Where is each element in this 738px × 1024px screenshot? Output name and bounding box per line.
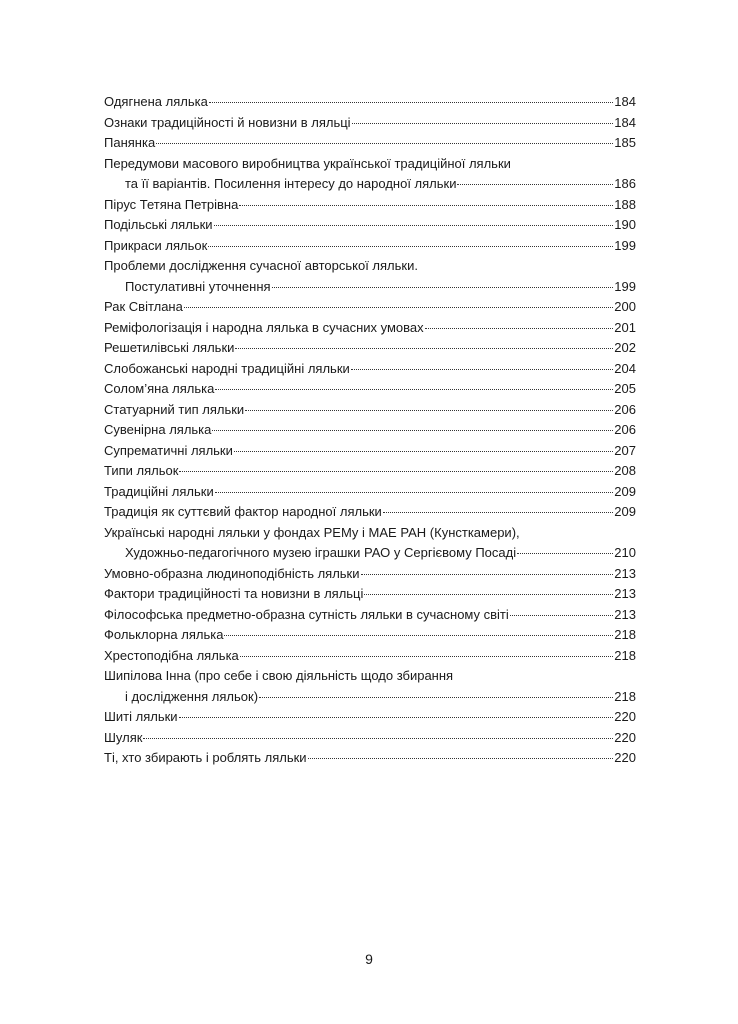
toc-entry-line xyxy=(104,646,636,667)
page-number: 9 xyxy=(365,951,373,967)
toc-entry-title: Статуарний тип ляльки xyxy=(104,401,245,417)
toc-entry xyxy=(104,461,636,482)
dot-leader xyxy=(517,553,613,554)
toc-entry-page: 213 xyxy=(614,586,636,601)
toc-entry xyxy=(104,441,636,462)
dot-leader xyxy=(235,348,613,349)
toc-entry xyxy=(104,400,636,421)
toc-entry-line xyxy=(104,523,636,544)
toc-entry-page: 204 xyxy=(614,360,636,376)
dot-leader xyxy=(234,451,613,452)
toc-entry-page: 200 xyxy=(614,299,636,314)
toc-entry xyxy=(104,707,636,728)
toc-entry xyxy=(104,482,636,503)
toc-entry-title: Прикраси ляльок xyxy=(104,237,208,253)
toc-entry-line xyxy=(104,318,636,339)
toc-entry-title: Передумови масового виробництва української традиційної ляльки xyxy=(104,155,511,171)
dot-leader xyxy=(510,615,614,616)
toc-entry xyxy=(104,195,636,216)
toc-entry xyxy=(104,605,636,626)
toc-entry-title: Українські народні ляльки у фондах РЕМу і МАЕ РАН (Кунсткамери), xyxy=(104,524,520,540)
toc-entry xyxy=(104,625,636,646)
toc-entry-line xyxy=(104,584,636,605)
toc-entry xyxy=(104,728,636,749)
toc-entry xyxy=(104,584,636,605)
toc-entry xyxy=(104,297,636,318)
toc-entry xyxy=(104,318,636,339)
toc-entry-title: Ті, хто збирають і роблять ляльки xyxy=(104,750,307,765)
toc-entry-title: та її варіантів. Посилення інтересу до народної ляльки xyxy=(125,176,457,191)
toc-entry-title: Пірус Тетяна Петрівна xyxy=(104,196,239,212)
toc-entry-title: Одягнена лялька xyxy=(104,94,208,109)
toc-entry xyxy=(104,133,636,154)
toc-entry-page: 209 xyxy=(614,483,636,499)
toc-entry-title: і дослідження ляльок) xyxy=(125,688,259,704)
toc-entry-title: Філософська предметно-образна сутність ляльки в сучасному світі xyxy=(104,606,509,622)
toc-entry-title: Традиційні ляльки xyxy=(104,483,214,499)
toc-entry-line xyxy=(104,195,636,216)
toc-entry-title: Шипілова Інна (про себе і свою діяльність щодо збирання xyxy=(104,668,454,683)
toc-entry-page: 184 xyxy=(614,94,636,109)
toc-entry-line xyxy=(104,625,636,646)
toc-entry xyxy=(104,420,636,441)
toc-entry-line xyxy=(104,338,636,359)
toc-entry-continuation xyxy=(104,543,636,564)
dot-leader xyxy=(224,635,613,636)
toc-entry-line xyxy=(104,420,636,441)
toc-entry-title: Художньо-педагогічного музею іграшки РАО у Сергієвому Посаді xyxy=(125,545,517,560)
toc-entry-line xyxy=(104,236,636,257)
toc-entry-title: Панянка xyxy=(104,135,156,150)
toc-entry-page: 202 xyxy=(614,340,636,355)
toc-entry-title: Умовно-образна людиноподібність ляльки xyxy=(104,565,360,581)
toc-entry xyxy=(104,666,636,707)
toc-entry-page: 220 xyxy=(614,750,636,765)
table-of-contents xyxy=(104,92,636,769)
toc-entry-continuation xyxy=(104,687,636,708)
dot-leader xyxy=(352,123,614,124)
toc-entry-page: 199 xyxy=(614,278,636,294)
toc-entry-page: 208 xyxy=(614,463,636,478)
toc-entry-line xyxy=(104,359,636,380)
toc-entry-page: 188 xyxy=(614,196,636,212)
toc-entry-page: 184 xyxy=(614,114,636,130)
toc-entry-title: Шиті ляльки xyxy=(104,709,178,724)
toc-entry-page: 201 xyxy=(614,319,636,335)
toc-entry xyxy=(104,748,636,769)
toc-entry-continuation xyxy=(104,277,636,298)
toc-entry-page: 218 xyxy=(614,627,636,642)
toc-entry-title: Сувенірна лялька xyxy=(104,422,212,437)
toc-entry-title: Ознаки традиційності й новизни в ляльці xyxy=(104,114,351,130)
toc-entry-page: 207 xyxy=(614,442,636,458)
toc-entry-line xyxy=(104,748,636,769)
toc-entry-line xyxy=(104,728,636,749)
toc-entry-page: 218 xyxy=(614,688,636,704)
toc-entry xyxy=(104,502,636,523)
toc-entry xyxy=(104,113,636,134)
toc-entry xyxy=(104,236,636,257)
toc-entry xyxy=(104,379,636,400)
toc-entry-title: Проблеми дослідження сучасної авторської ляльки. xyxy=(104,258,418,273)
toc-entry-page: 218 xyxy=(614,647,636,663)
toc-entry-title: Фольклорна лялька xyxy=(104,627,224,642)
toc-entry-title: Постулативні уточнення xyxy=(125,278,271,294)
dot-leader xyxy=(208,246,613,247)
toc-entry-continuation xyxy=(104,174,636,195)
toc-entry xyxy=(104,564,636,585)
toc-entry-page: 186 xyxy=(614,176,636,191)
toc-entry-title: Решетилівські ляльки xyxy=(104,340,235,355)
toc-entry-line xyxy=(104,502,636,523)
dot-leader xyxy=(143,738,613,739)
dot-leader xyxy=(259,697,613,698)
toc-entry-line xyxy=(104,707,636,728)
dot-leader xyxy=(239,205,613,206)
dot-leader xyxy=(179,717,614,718)
toc-entry xyxy=(104,359,636,380)
dot-leader xyxy=(215,492,614,493)
toc-entry-page: 205 xyxy=(614,381,636,396)
toc-entry-line xyxy=(104,400,636,421)
dot-leader xyxy=(156,143,613,144)
dot-leader xyxy=(209,102,613,103)
toc-entry-page: 190 xyxy=(614,217,636,232)
toc-entry-title: Традиція як суттєвий фактор народної ляльки xyxy=(104,504,382,519)
toc-entry-page: 213 xyxy=(614,565,636,581)
toc-entry-title: Подільські ляльки xyxy=(104,217,213,232)
toc-entry-title: Типи ляльок xyxy=(104,463,179,478)
toc-entry-title: Солом’яна лялька xyxy=(104,381,215,396)
toc-entry-page: 213 xyxy=(614,606,636,622)
dot-leader xyxy=(383,512,613,513)
toc-entry-line xyxy=(104,461,636,482)
toc-entry-title: Хрестоподібна лялька xyxy=(104,647,239,663)
dot-leader xyxy=(212,430,613,431)
toc-entry-page: 209 xyxy=(614,504,636,519)
toc-entry-line xyxy=(104,379,636,400)
toc-entry xyxy=(104,92,636,113)
toc-entry-page: 220 xyxy=(614,709,636,724)
toc-entry-line xyxy=(104,215,636,236)
dot-leader xyxy=(364,594,613,595)
toc-entry-title: Шуляк xyxy=(104,729,143,745)
toc-entry-line xyxy=(104,441,636,462)
toc-entry xyxy=(104,256,636,297)
dot-leader xyxy=(351,369,614,370)
toc-entry-page: 220 xyxy=(614,729,636,745)
dot-leader xyxy=(457,184,613,185)
dot-leader xyxy=(184,307,613,308)
toc-entry-page: 206 xyxy=(614,422,636,437)
toc-entry-line xyxy=(104,133,636,154)
toc-entry xyxy=(104,154,636,195)
dot-leader xyxy=(361,574,614,575)
toc-entry-page: 206 xyxy=(614,401,636,417)
dot-leader xyxy=(272,287,614,288)
dot-leader xyxy=(215,389,613,390)
dot-leader xyxy=(425,328,614,329)
toc-entry xyxy=(104,646,636,667)
dot-leader xyxy=(245,410,613,411)
toc-entry-title: Слобожанські народні традиційні ляльки xyxy=(104,360,350,376)
toc-entry-title: Рак Світлана xyxy=(104,299,183,314)
toc-entry xyxy=(104,523,636,564)
toc-entry-line xyxy=(104,113,636,134)
toc-entry-title: Фактори традиційності та новизни в ляльці xyxy=(104,586,364,601)
toc-entry-line xyxy=(104,564,636,585)
toc-entry-line xyxy=(104,482,636,503)
toc-entry xyxy=(104,215,636,236)
toc-entry-line xyxy=(104,666,636,687)
toc-entry-title: Реміфологізація і народна лялька в сучасних умовах xyxy=(104,319,424,335)
toc-entry-page: 199 xyxy=(614,237,636,253)
toc-entry-title: Супрематичні ляльки xyxy=(104,442,233,458)
toc-entry xyxy=(104,338,636,359)
toc-entry-line xyxy=(104,297,636,318)
toc-entry-line xyxy=(104,154,636,175)
dot-leader xyxy=(308,758,614,759)
dot-leader xyxy=(179,471,613,472)
toc-entry-line xyxy=(104,605,636,626)
toc-entry-page: 210 xyxy=(614,545,636,560)
dot-leader xyxy=(240,656,614,657)
toc-entry-line xyxy=(104,256,636,277)
toc-entry-page: 185 xyxy=(614,135,636,150)
dot-leader xyxy=(214,225,614,226)
toc-entry-line xyxy=(104,92,636,113)
